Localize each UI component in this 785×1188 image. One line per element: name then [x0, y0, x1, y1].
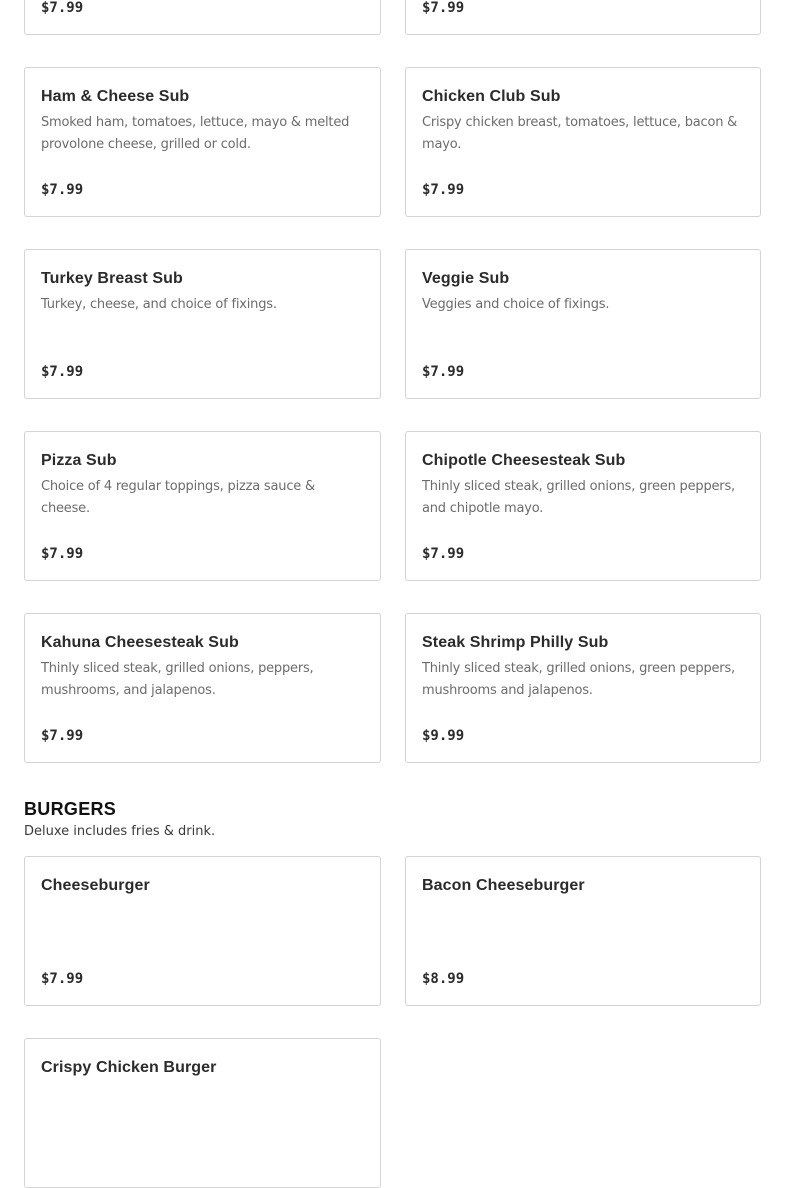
menu-item-description: Choice of 4 regular toppings, pizza sauce & cheese. — [41, 479, 315, 516]
menu-item-name: Ham & Cheese Sub — [41, 88, 190, 105]
menu-item-card[interactable] — [24, 431, 381, 581]
menu-item-name: Steak Shrimp Philly Sub — [422, 634, 609, 651]
menu-item-card[interactable] — [24, 0, 381, 35]
menu-item-description: Smoked ham, tomatoes, lettuce, mayo & melted provolone cheese, grilled or cold. — [41, 115, 350, 152]
menu-item-card[interactable] — [24, 249, 381, 399]
menu-item-card[interactable] — [24, 1038, 381, 1188]
menu-item-description: Turkey, cheese, and choice of fixings. — [41, 297, 277, 312]
menu-item-description: Thinly sliced steak, grilled onions, green peppers, mushrooms and jalapenos. — [422, 661, 735, 698]
burgers-section-header — [24, 798, 761, 839]
menu-item-name: Chipotle Cheesesteak Sub — [422, 452, 626, 469]
menu-item-price: $7.99 — [422, 0, 465, 16]
menu-item-card[interactable] — [405, 0, 761, 35]
menu-item-card[interactable] — [24, 613, 381, 763]
menu-item-price: $7.99 — [41, 364, 84, 380]
burgers-grid — [24, 856, 761, 1188]
menu-item-description: Crispy chicken breast, tomatoes, lettuce, bacon & mayo. — [422, 115, 738, 152]
menu-item-price: $7.99 — [41, 728, 84, 744]
menu-item-price: $9.99 — [422, 728, 465, 744]
menu-item-name: Cheeseburger — [41, 877, 150, 894]
menu-content — [24, 0, 761, 1188]
menu-item-card[interactable] — [405, 249, 761, 399]
menu-item-price: $7.99 — [41, 546, 84, 562]
menu-item-name: Turkey Breast Sub — [41, 270, 183, 287]
menu-item-card[interactable] — [405, 67, 761, 217]
menu-item-card[interactable] — [405, 856, 761, 1006]
menu-item-description: Veggies and choice of fixings. — [422, 297, 610, 312]
menu-item-description: Thinly sliced steak, grilled onions, green peppers, and chipotle mayo. — [422, 479, 735, 516]
menu-item-card[interactable] — [24, 67, 381, 217]
subs-grid — [24, 0, 761, 763]
menu-item-card[interactable] — [405, 613, 761, 763]
menu-item-price: $8.99 — [422, 971, 465, 987]
menu-item-name: Veggie Sub — [422, 270, 510, 287]
menu-item-price: $7.99 — [422, 182, 465, 198]
menu-item-price: $7.99 — [41, 182, 84, 198]
menu-item-name: Crispy Chicken Burger — [41, 1059, 217, 1076]
menu-item-price: $7.99 — [41, 0, 84, 16]
section-subtitle: Deluxe includes fries & drink. — [24, 824, 216, 839]
menu-item-name: Bacon Cheeseburger — [422, 877, 585, 894]
menu-item-price: $7.99 — [422, 364, 465, 380]
menu-item-card[interactable] — [405, 431, 761, 581]
menu-item-card[interactable] — [24, 856, 381, 1006]
menu-item-name: Pizza Sub — [41, 452, 117, 469]
menu-item-name: Kahuna Cheesesteak Sub — [41, 634, 239, 651]
menu-item-description: Thinly sliced steak, grilled onions, peppers, mushrooms, and jalapenos. — [41, 661, 314, 698]
menu-item-price: $7.99 — [41, 971, 84, 987]
section-title: BURGERS — [24, 799, 117, 819]
menu-item-price: $7.99 — [422, 546, 465, 562]
menu-item-name: Chicken Club Sub — [422, 88, 561, 105]
